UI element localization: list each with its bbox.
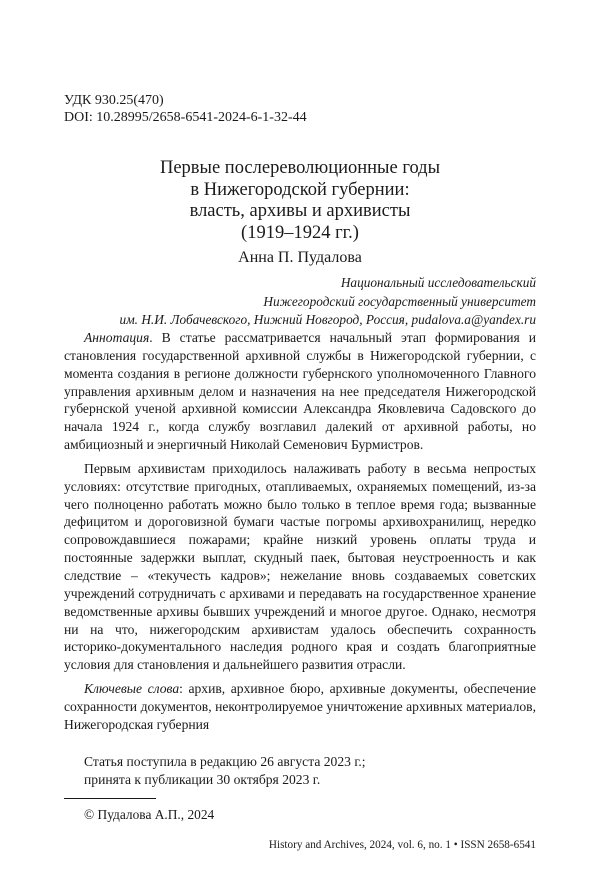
affiliation-line: им. Н.И. Лобачевского, Нижний Новгород, Россия, pudalova.a@yandex.ru — [119, 312, 536, 327]
abstract-block — [64, 329, 536, 734]
title-line: (1919–1924 гг.) — [241, 222, 359, 243]
article-meta — [64, 92, 307, 126]
article-title — [64, 158, 536, 244]
abstract-paragraph — [64, 329, 536, 454]
footnote-divider — [64, 798, 156, 799]
udc-code: УДК 930.25(470) — [64, 93, 164, 108]
abstract-paragraph-2: Первым архивистам приходилось налаживать работу в весьма непростых условиях: отсутствие пригодных, отапливаемых, охраняемых помещений, из-за чего полноценно работать можно было только в теплое время года; вызванные дефицитом и дороговизной бумаги частые погромы архивохранилищ, нередко сопровождавшиеся пожарами; крайне низкий уровень оплаты труда и постоянные задержки выплат, скудный паек, бытовая неустроенность и как следствие – «текучесть кадров»; нежелание вновь создаваемых советских учреждений сотрудничать с архивами и передавать на государственное хранение ведомственные архивы бывших учреждений и многое другое. Однако, несмотря ни на что, нижегородским архивистам удалось обеспечить сохранность историко-документального наследия родного края и создать благоприятные условия для становления и дальнейшего развития отрасли. — [64, 460, 536, 673]
doi: DOI: 10.28995/2658-6541-2024-6-1-32-44 — [64, 110, 307, 125]
submission-dates — [84, 753, 366, 789]
keywords-paragraph — [64, 680, 536, 734]
title-line: Первые послереволюционные годы — [159, 158, 441, 178]
keywords-label: Ключевые слова — [84, 681, 180, 697]
title-line: власть, архивы и архивисты — [189, 201, 411, 221]
keywords-text: : архив, архивное бюро, архивные документы, обеспечение сохранности документов, неконтролируемое уничтожение архивных материалов, Нижегородская губерния — [64, 681, 536, 732]
author-name: Анна П. Пудалова — [238, 249, 362, 266]
author-affiliation — [120, 274, 536, 330]
accepted-date: принята к публикации 30 октября 2023 г. — [84, 772, 321, 787]
title-line: в Нижегородской губернии: — [190, 179, 410, 200]
received-date: Статья поступила в редакцию 26 августа 2023 г.; — [84, 754, 366, 769]
abstract-label: Аннотация — [84, 330, 150, 345]
abstract-text: . В статье рассматривается начальный этап формирования и становления государственной архивной службы в Нижегородской губернии, с момента создания в регионе должности губернского уполномоченного Главного управления архивным делом и назначения на нее председателя Нижегородской губернской ученой архивной комиссии Александра Яковлевича Садовского до начала 1924 г., когда службу возглавил далекий от архивной работы, но амбициозный и энергичный Николай Семенович Бурмистров. — [64, 330, 536, 453]
journal-footer: History and Archives, 2024, vol. 6, no. 1 • ISSN 2658-6541 — [268, 839, 536, 851]
affiliation-line: Нижегородский государственный университет — [263, 293, 536, 309]
copyright-notice: © Пудалова А.П., 2024 — [84, 807, 215, 822]
affiliation-line: Национальный исследовательский — [340, 275, 536, 290]
